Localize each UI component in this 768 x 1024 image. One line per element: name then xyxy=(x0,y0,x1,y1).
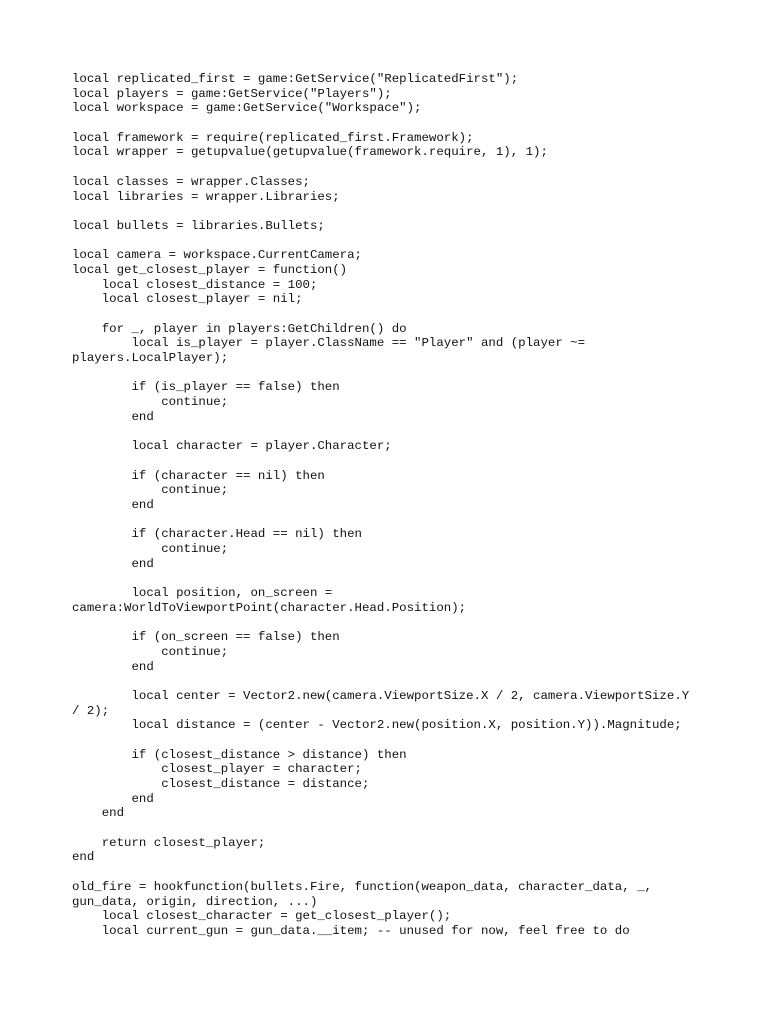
code-line: local position, on_screen = xyxy=(72,586,333,601)
code-line xyxy=(72,513,712,528)
code-line xyxy=(72,733,712,748)
code-line xyxy=(72,366,712,381)
code-line: end xyxy=(72,497,154,512)
code-line xyxy=(72,116,712,131)
code-line xyxy=(72,865,712,880)
code-line xyxy=(72,674,712,689)
code-line: end xyxy=(72,659,154,674)
code-line xyxy=(72,204,712,219)
code-line: players.LocalPlayer); xyxy=(72,351,229,366)
code-line xyxy=(72,160,712,175)
code-line: if (character.Head == nil) then xyxy=(72,527,362,542)
code-listing xyxy=(72,72,712,939)
code-line: continue; xyxy=(72,395,229,410)
code-line xyxy=(72,454,712,469)
code-line xyxy=(72,571,712,586)
code-line: local current_gun = gun_data.__item; -- unused for now, feel free to do xyxy=(72,923,630,938)
code-line: old_fire = hookfunction(bullets.Fire, function(weapon_data, character_data, _, xyxy=(72,879,652,894)
code-line: local center = Vector2.new(camera.ViewportSize.X / 2, camera.ViewportSize.Y xyxy=(72,688,690,703)
code-line: local distance = (center - Vector2.new(position.X, position.Y)).Magnitude; xyxy=(72,718,682,733)
code-line: continue; xyxy=(72,542,229,556)
code-line: local closest_distance = 100; xyxy=(72,277,318,292)
code-line: local libraries = wrapper.Libraries; xyxy=(72,189,340,204)
code-line: camera:WorldToViewportPoint(character.Head.Position); xyxy=(72,600,467,615)
code-line: local camera = workspace.CurrentCamera; xyxy=(72,248,362,263)
code-line: if (on_screen == false) then xyxy=(72,630,340,645)
code-line: gun_data, origin, direction, ...) xyxy=(72,894,318,909)
code-line: local is_player = player.ClassName == "Player" and (player ~= xyxy=(72,336,586,351)
code-line xyxy=(72,425,712,440)
code-line: end xyxy=(72,850,95,865)
code-line: local wrapper = getupvalue(getupvalue(framework.require, 1), 1); xyxy=(72,145,548,160)
code-line: local bullets = libraries.Bullets; xyxy=(72,218,325,233)
code-line: for _, player in players:GetChildren() do xyxy=(72,321,407,336)
code-line: local get_closest_player = function() xyxy=(72,262,348,277)
code-line: end xyxy=(72,409,154,424)
code-line: / 2); xyxy=(72,703,110,718)
code-line: continue; xyxy=(72,483,229,498)
code-line: local framework = require(replicated_first.Framework); xyxy=(72,130,474,145)
code-line xyxy=(72,307,712,322)
code-line: if (closest_distance > distance) then xyxy=(72,747,407,762)
code-line: local classes = wrapper.Classes; xyxy=(72,174,310,189)
code-line xyxy=(72,615,712,630)
code-line: local workspace = game:GetService("Workspace"); xyxy=(72,101,422,116)
code-line xyxy=(72,234,712,249)
code-line: continue; xyxy=(72,644,229,659)
code-line: if (character == nil) then xyxy=(72,468,325,483)
code-line: local players = game:GetService("Players"); xyxy=(72,86,392,101)
code-line: closest_distance = distance; xyxy=(72,777,370,791)
code-line: local replicated_first = game:GetService("ReplicatedFirst"); xyxy=(72,72,519,86)
code-line: if (is_player == false) then xyxy=(72,380,340,395)
code-line: local closest_player = nil; xyxy=(72,292,303,307)
code-line: return closest_player; xyxy=(72,835,266,850)
code-line: closest_player = character; xyxy=(72,762,362,777)
code-line: local closest_character = get_closest_player(); xyxy=(72,909,452,924)
code-line: end xyxy=(72,806,125,821)
code-line: local character = player.Character; xyxy=(72,439,392,454)
code-line: end xyxy=(72,791,154,806)
code-line: end xyxy=(72,556,154,571)
code-line xyxy=(72,821,712,836)
